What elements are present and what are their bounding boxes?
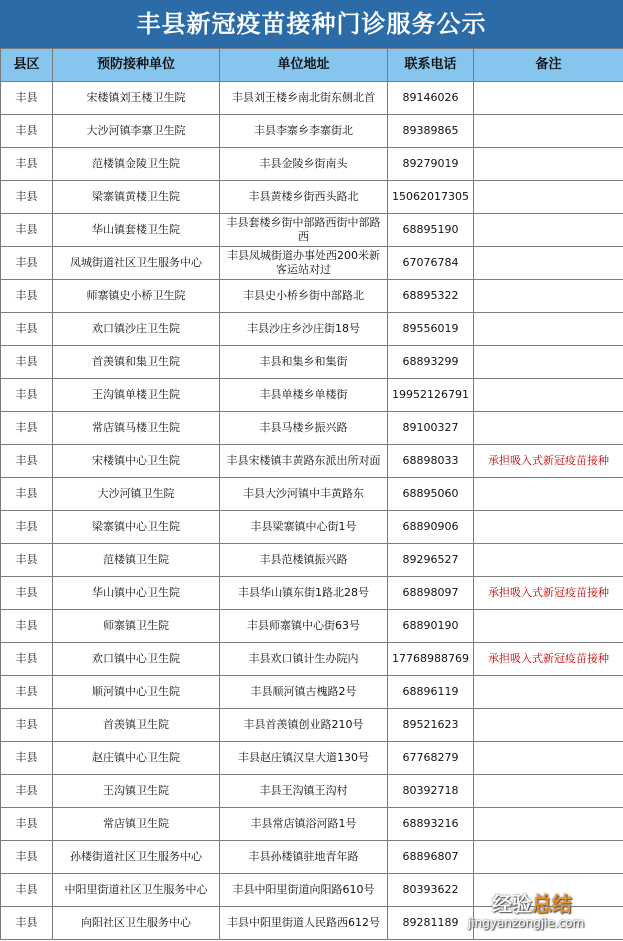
cell-phone: 68895322 — [388, 280, 474, 313]
cell-unit: 顺河镇中心卫生院 — [53, 676, 220, 709]
cell-address: 丰县常店镇浴河路1号 — [220, 808, 388, 841]
cell-phone: 67076784 — [388, 247, 474, 280]
cell-county: 丰县 — [1, 115, 53, 148]
cell-county: 丰县 — [1, 775, 53, 808]
cell-address: 丰县金陵乡街南头 — [220, 148, 388, 181]
cell-unit: 师寨镇史小桥卫生院 — [53, 280, 220, 313]
cell-address: 丰县大沙河镇中丰黄路东 — [220, 478, 388, 511]
cell-unit: 华山镇中心卫生院 — [53, 577, 220, 610]
cell-phone: 80392718 — [388, 775, 474, 808]
cell-phone: 89146026 — [388, 82, 474, 115]
cell-county: 丰县 — [1, 412, 53, 445]
table-header — [1, 49, 623, 82]
table-row — [1, 874, 623, 907]
table-row — [1, 181, 623, 214]
cell-phone: 17768988769 — [388, 643, 474, 676]
cell-unit: 常店镇卫生院 — [53, 808, 220, 841]
cell-unit: 梁寨镇中心卫生院 — [53, 511, 220, 544]
cell-address: 丰县李寨乡李寨街北 — [220, 115, 388, 148]
table-body — [1, 82, 623, 940]
cell-county: 丰县 — [1, 709, 53, 742]
cell-address: 丰县华山镇东街1路北28号 — [220, 577, 388, 610]
cell-unit: 孙楼街道社区卫生服务中心 — [53, 841, 220, 874]
cell-address: 丰县梁寨镇中心街1号 — [220, 511, 388, 544]
cell-address: 丰县和集乡和集街 — [220, 346, 388, 379]
table-row — [1, 412, 623, 445]
cell-note — [474, 676, 623, 709]
header-phone: 联系电话 — [388, 49, 474, 82]
cell-unit: 凤城街道社区卫生服务中心 — [53, 247, 220, 280]
cell-note — [474, 214, 623, 247]
cell-phone: 89100327 — [388, 412, 474, 445]
cell-county: 丰县 — [1, 445, 53, 478]
cell-county: 丰县 — [1, 280, 53, 313]
cell-note — [474, 841, 623, 874]
cell-county: 丰县 — [1, 808, 53, 841]
cell-address: 丰县黄楼乡街西头路北 — [220, 181, 388, 214]
table-row — [1, 841, 623, 874]
table-row — [1, 544, 623, 577]
cell-phone: 89296527 — [388, 544, 474, 577]
cell-address: 丰县顺河镇古槐路2号 — [220, 676, 388, 709]
table-row — [1, 478, 623, 511]
cell-county: 丰县 — [1, 742, 53, 775]
cell-note — [474, 478, 623, 511]
cell-unit: 宋楼镇中心卫生院 — [53, 445, 220, 478]
cell-county: 丰县 — [1, 247, 53, 280]
cell-unit: 王沟镇卫生院 — [53, 775, 220, 808]
cell-unit: 范楼镇卫生院 — [53, 544, 220, 577]
watermark-main-b: 总结 — [532, 892, 572, 916]
cell-address: 丰县中阳里街道人民路西612号 — [220, 907, 388, 940]
cell-unit: 中阳里街道社区卫生服务中心 — [53, 874, 220, 907]
table-row — [1, 82, 623, 115]
table-row — [1, 577, 623, 610]
cell-unit: 大沙河镇卫生院 — [53, 478, 220, 511]
cell-address: 丰县套楼乡街中部路西街中部路西 — [220, 214, 388, 247]
cell-note — [474, 346, 623, 379]
cell-address: 丰县王沟镇王沟村 — [220, 775, 388, 808]
cell-county: 丰县 — [1, 181, 53, 214]
cell-unit: 向阳社区卫生服务中心 — [53, 907, 220, 940]
cell-phone: 89556019 — [388, 313, 474, 346]
cell-phone: 67768279 — [388, 742, 474, 775]
cell-note — [474, 412, 623, 445]
table-row — [1, 346, 623, 379]
cell-phone: 89279019 — [388, 148, 474, 181]
cell-note — [474, 82, 623, 115]
table-row — [1, 115, 623, 148]
cell-phone: 68890190 — [388, 610, 474, 643]
watermark-main-a: 经验 — [492, 892, 532, 916]
cell-phone: 19952126791 — [388, 379, 474, 412]
header-note: 备注 — [474, 49, 623, 82]
table-row — [1, 280, 623, 313]
cell-unit: 梁寨镇黄楼卫生院 — [53, 181, 220, 214]
cell-address: 丰县马楼乡振兴路 — [220, 412, 388, 445]
cell-county: 丰县 — [1, 841, 53, 874]
cell-unit: 范楼镇金陵卫生院 — [53, 148, 220, 181]
cell-note — [474, 511, 623, 544]
cell-note — [474, 808, 623, 841]
cell-note — [474, 280, 623, 313]
cell-address: 丰县孙楼镇驻地青年路 — [220, 841, 388, 874]
table-row — [1, 643, 623, 676]
table-row — [1, 775, 623, 808]
table-row — [1, 676, 623, 709]
cell-note — [474, 181, 623, 214]
cell-phone: 68898033 — [388, 445, 474, 478]
table-row — [1, 610, 623, 643]
cell-phone: 68896807 — [388, 841, 474, 874]
cell-county: 丰县 — [1, 214, 53, 247]
header-row — [1, 49, 623, 82]
cell-unit: 赵庄镇中心卫生院 — [53, 742, 220, 775]
cell-note — [474, 379, 623, 412]
cell-unit: 首羡镇和集卫生院 — [53, 346, 220, 379]
table-row — [1, 214, 623, 247]
cell-note — [474, 907, 623, 940]
cell-county: 丰县 — [1, 874, 53, 907]
cell-note: 承担吸入式新冠疫苗接种 — [474, 445, 623, 478]
cell-address: 丰县范楼镇振兴路 — [220, 544, 388, 577]
cell-note — [474, 709, 623, 742]
cell-address: 丰县师寨镇中心街63号 — [220, 610, 388, 643]
table-row — [1, 808, 623, 841]
cell-county: 丰县 — [1, 346, 53, 379]
table-row — [1, 907, 623, 940]
cell-county: 丰县 — [1, 511, 53, 544]
cell-unit: 首羡镇卫生院 — [53, 709, 220, 742]
cell-county: 丰县 — [1, 577, 53, 610]
table-row — [1, 313, 623, 346]
cell-county: 丰县 — [1, 676, 53, 709]
cell-phone: 68895060 — [388, 478, 474, 511]
cell-address: 丰县凤城街道办事处西200米新客运站对过 — [220, 247, 388, 280]
cell-address: 丰县沙庄乡沙庄街18号 — [220, 313, 388, 346]
cell-county: 丰县 — [1, 907, 53, 940]
cell-phone: 89521623 — [388, 709, 474, 742]
cell-note — [474, 742, 623, 775]
cell-note — [474, 247, 623, 280]
table-row — [1, 511, 623, 544]
cell-unit: 师寨镇卫生院 — [53, 610, 220, 643]
cell-county: 丰县 — [1, 478, 53, 511]
cell-phone: 68893216 — [388, 808, 474, 841]
cell-address: 丰县首羡镇创业路210号 — [220, 709, 388, 742]
cell-phone: 80393622 — [388, 874, 474, 907]
cell-note — [474, 115, 623, 148]
cell-unit: 欢口镇中心卫生院 — [53, 643, 220, 676]
cell-note: 承担吸入式新冠疫苗接种 — [474, 577, 623, 610]
header-address: 单位地址 — [220, 49, 388, 82]
cell-note — [474, 775, 623, 808]
cell-phone: 68895190 — [388, 214, 474, 247]
cell-address: 丰县刘王楼乡南北街东侧北首 — [220, 82, 388, 115]
cell-note — [474, 874, 623, 907]
cell-county: 丰县 — [1, 82, 53, 115]
cell-note — [474, 313, 623, 346]
cell-note: 承担吸入式新冠疫苗接种 — [474, 643, 623, 676]
cell-note — [474, 148, 623, 181]
page-title: 丰县新冠疫苗接种门诊服务公示 — [0, 0, 623, 48]
table-row — [1, 445, 623, 478]
table-row — [1, 148, 623, 181]
table-row — [1, 742, 623, 775]
table-row — [1, 247, 623, 280]
cell-phone: 68896119 — [388, 676, 474, 709]
cell-phone: 68893299 — [388, 346, 474, 379]
cell-phone: 68898097 — [388, 577, 474, 610]
cell-county: 丰县 — [1, 379, 53, 412]
cell-unit: 华山镇套楼卫生院 — [53, 214, 220, 247]
cell-phone: 89281189 — [388, 907, 474, 940]
cell-address: 丰县欢口镇计生办院内 — [220, 643, 388, 676]
cell-unit: 欢口镇沙庄卫生院 — [53, 313, 220, 346]
table-row — [1, 709, 623, 742]
cell-unit: 宋楼镇刘王楼卫生院 — [53, 82, 220, 115]
header-county: 县区 — [1, 49, 53, 82]
cell-address: 丰县单楼乡单楼街 — [220, 379, 388, 412]
cell-county: 丰县 — [1, 148, 53, 181]
cell-address: 丰县宋楼镇丰黄路东派出所对面 — [220, 445, 388, 478]
cell-county: 丰县 — [1, 610, 53, 643]
cell-note — [474, 544, 623, 577]
cell-county: 丰县 — [1, 544, 53, 577]
header-unit: 预防接种单位 — [53, 49, 220, 82]
cell-county: 丰县 — [1, 643, 53, 676]
cell-phone: 15062017305 — [388, 181, 474, 214]
cell-unit: 王沟镇单楼卫生院 — [53, 379, 220, 412]
cell-phone: 68890906 — [388, 511, 474, 544]
cell-address: 丰县赵庄镇汉皇大道130号 — [220, 742, 388, 775]
clinic-table — [0, 48, 623, 940]
cell-address: 丰县中阳里街道向阳路610号 — [220, 874, 388, 907]
cell-unit: 大沙河镇李寨卫生院 — [53, 115, 220, 148]
cell-address: 丰县史小桥乡街中部路北 — [220, 280, 388, 313]
table-row — [1, 379, 623, 412]
watermark-url: jingyanzongjie.com — [468, 916, 585, 930]
cell-phone: 89389865 — [388, 115, 474, 148]
cell-note — [474, 610, 623, 643]
cell-unit: 常店镇马楼卫生院 — [53, 412, 220, 445]
cell-county: 丰县 — [1, 313, 53, 346]
